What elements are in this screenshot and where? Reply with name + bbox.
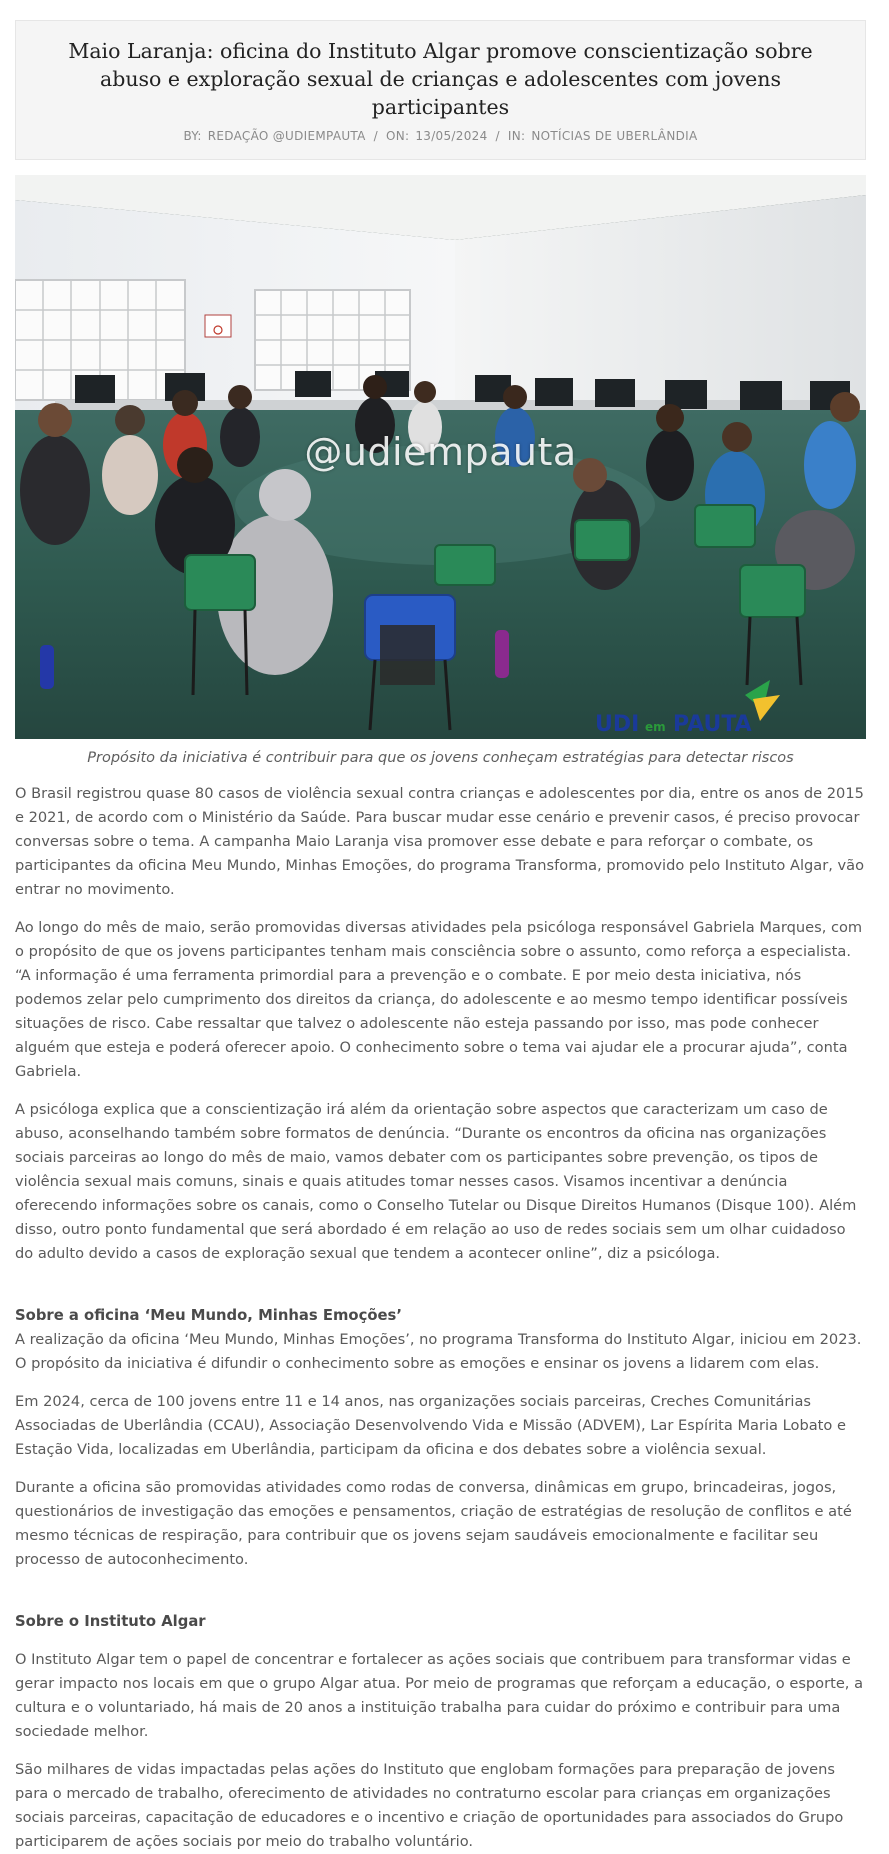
paragraph: A psicóloga explica que a conscientização irá além da orientação sobre aspectos que caracterizam um caso de abuso, aconselhando também sobre formatos de denúncia. “Durante os encontros da oficina nas organizações sociais parceiras ao longo do mês de maio, vamos debater com os participantes sobre prevenção, os tipos de violência sexual mais comuns, sinais e quais atitudes tomar nesses casos. Visamos incentivar a denúncia oferecendo informações sobre os canais, como o Conselho Tutelar ou Disque Direitos Humanos (Disque 100). Além disso, outro ponto fundamental que será abordado é em relação ao uso de redes sociais sem um olhar cuidadoso do adulto devido a casos de exploração sexual que tendem a acontecer online”, diz a psicóloga. <box>15 1101 857 1262</box>
article-body <box>15 782 866 1854</box>
article-meta <box>36 129 845 143</box>
svg-text:UDI: UDI <box>595 712 640 737</box>
article-header <box>15 20 866 160</box>
meta-in-label: IN: <box>507 129 526 143</box>
category-link[interactable]: NOTÍCIAS DE UBERLÂNDIA <box>531 129 698 143</box>
section-heading: Sobre o Instituto Algar <box>15 1613 206 1630</box>
meta-separator: / <box>373 129 378 143</box>
section-heading: Sobre a oficina ‘Meu Mundo, Minhas Emoções’ <box>15 1307 402 1324</box>
article-photo <box>15 175 866 739</box>
paragraph: A realização da oficina ‘Meu Mundo, Minhas Emoções’, no programa Transforma do Instituto Algar, iniciou em 2023. O propósito da iniciativa é difundir o conhecimento sobre as emoções e ensinar os jovens a lidarem com elas. <box>15 1331 862 1372</box>
meta-separator: / <box>495 129 500 143</box>
photo-caption: Propósito da iniciativa é contribuir para que os jovens conheçam estratégias para detectar riscos <box>87 750 794 766</box>
meta-by-label: BY: <box>183 129 202 143</box>
svg-text:em: em <box>645 720 666 734</box>
paragraph: O Instituto Algar tem o papel de concentrar e fortalecer as ações sociais que contribuem para transformar vidas e gerar impacto nos locais em que o grupo Algar atua. Por meio de programas que reforçam a educação, o esporte, a cultura e o voluntariado, há mais de 20 anos a instituição trabalha para cuidar do próximo e contribuir para uma sociedade melhor. <box>15 1651 864 1740</box>
svg-text:PAUTA: PAUTA <box>673 712 752 737</box>
publish-date: 13/05/2024 <box>415 129 488 143</box>
author-link[interactable]: REDAÇÃO @UDIEMPAUTA <box>207 129 366 143</box>
paragraph: São milhares de vidas impactadas pelas ações do Instituto que englobam formações para preparação de jovens para o mercado de trabalho, oferecimento de atividades no contraturno escolar para crianças em organizações sociais parceiras, capacitação de educadores e o incentivo e criação de oportunidades para associados do Grupo participarem de ações sociais por meio do trabalho voluntário. <box>15 1761 844 1850</box>
paragraph: Em 2024, cerca de 100 jovens entre 11 e 14 anos, nas organizações sociais parceiras, Creches Comunitárias Associadas de Uberlândia (CCAU), Associação Desenvolvendo Vida e Missão (ADVEM), Lar Espírita Maria Lobato e Estação Vida, localizadas em Uberlândia, participam da oficina e dos debates sobre a violência sexual. <box>15 1393 846 1458</box>
paragraph: Ao longo do mês de maio, serão promovidas diversas atividades pela psicóloga responsável Gabriela Marques, com o propósito de que os jovens participantes tenham mais consciência sobre o assunto, como reforça a especialista. “A informação é uma ferramenta primordial para a prevenção e o combate. E por meio desta iniciativa, nós podemos zelar pelo cumprimento dos direitos da criança, do adolescente e ao mesmo tempo identificar possíveis situações de risco. Cabe ressaltar que talvez o adolescente não esteja passando por isso, mas pode conhecer alguém que esteja e poderá oferecer apoio. O conhecimento sobre o tema vai ajudar ele a procurar ajuda”, conta Gabriela. <box>15 919 863 1080</box>
paragraph: Durante a oficina são promovidas atividades como rodas de conversa, dinâmicas em grupo, brincadeiras, jogos, questionários de investigação das emoções e pensamentos, criação de estratégias de resolução de conflitos e até mesmo técnicas de respiração, para contribuir que os jovens sejam saudáveis emocionalmente e facilitar seu processo de autoconhecimento. <box>15 1479 852 1568</box>
article <box>15 20 866 1854</box>
meta-on-label: ON: <box>385 129 410 143</box>
photo-watermark: @udiempauta <box>304 430 577 474</box>
article-title: Maio Laranja: oficina do Instituto Algar promove conscientização sobre abuso e exploração sexual de crianças e adolescentes com jovens participantes <box>68 39 813 119</box>
paragraph: O Brasil registrou quase 80 casos de violência sexual contra crianças e adolescentes por dia, entre os anos de 2015 e 2021, de acordo com o Ministério da Saúde. Para buscar mudar esse cenário e prevenir casos, é preciso provocar conversas sobre o tema. A campanha Maio Laranja visa promover esse debate e para reforçar o combate, os participantes da oficina Meu Mundo, Minhas Emoções, do programa Transforma, promovido pelo Instituto Algar, vão entrar no movimento. <box>15 785 865 898</box>
